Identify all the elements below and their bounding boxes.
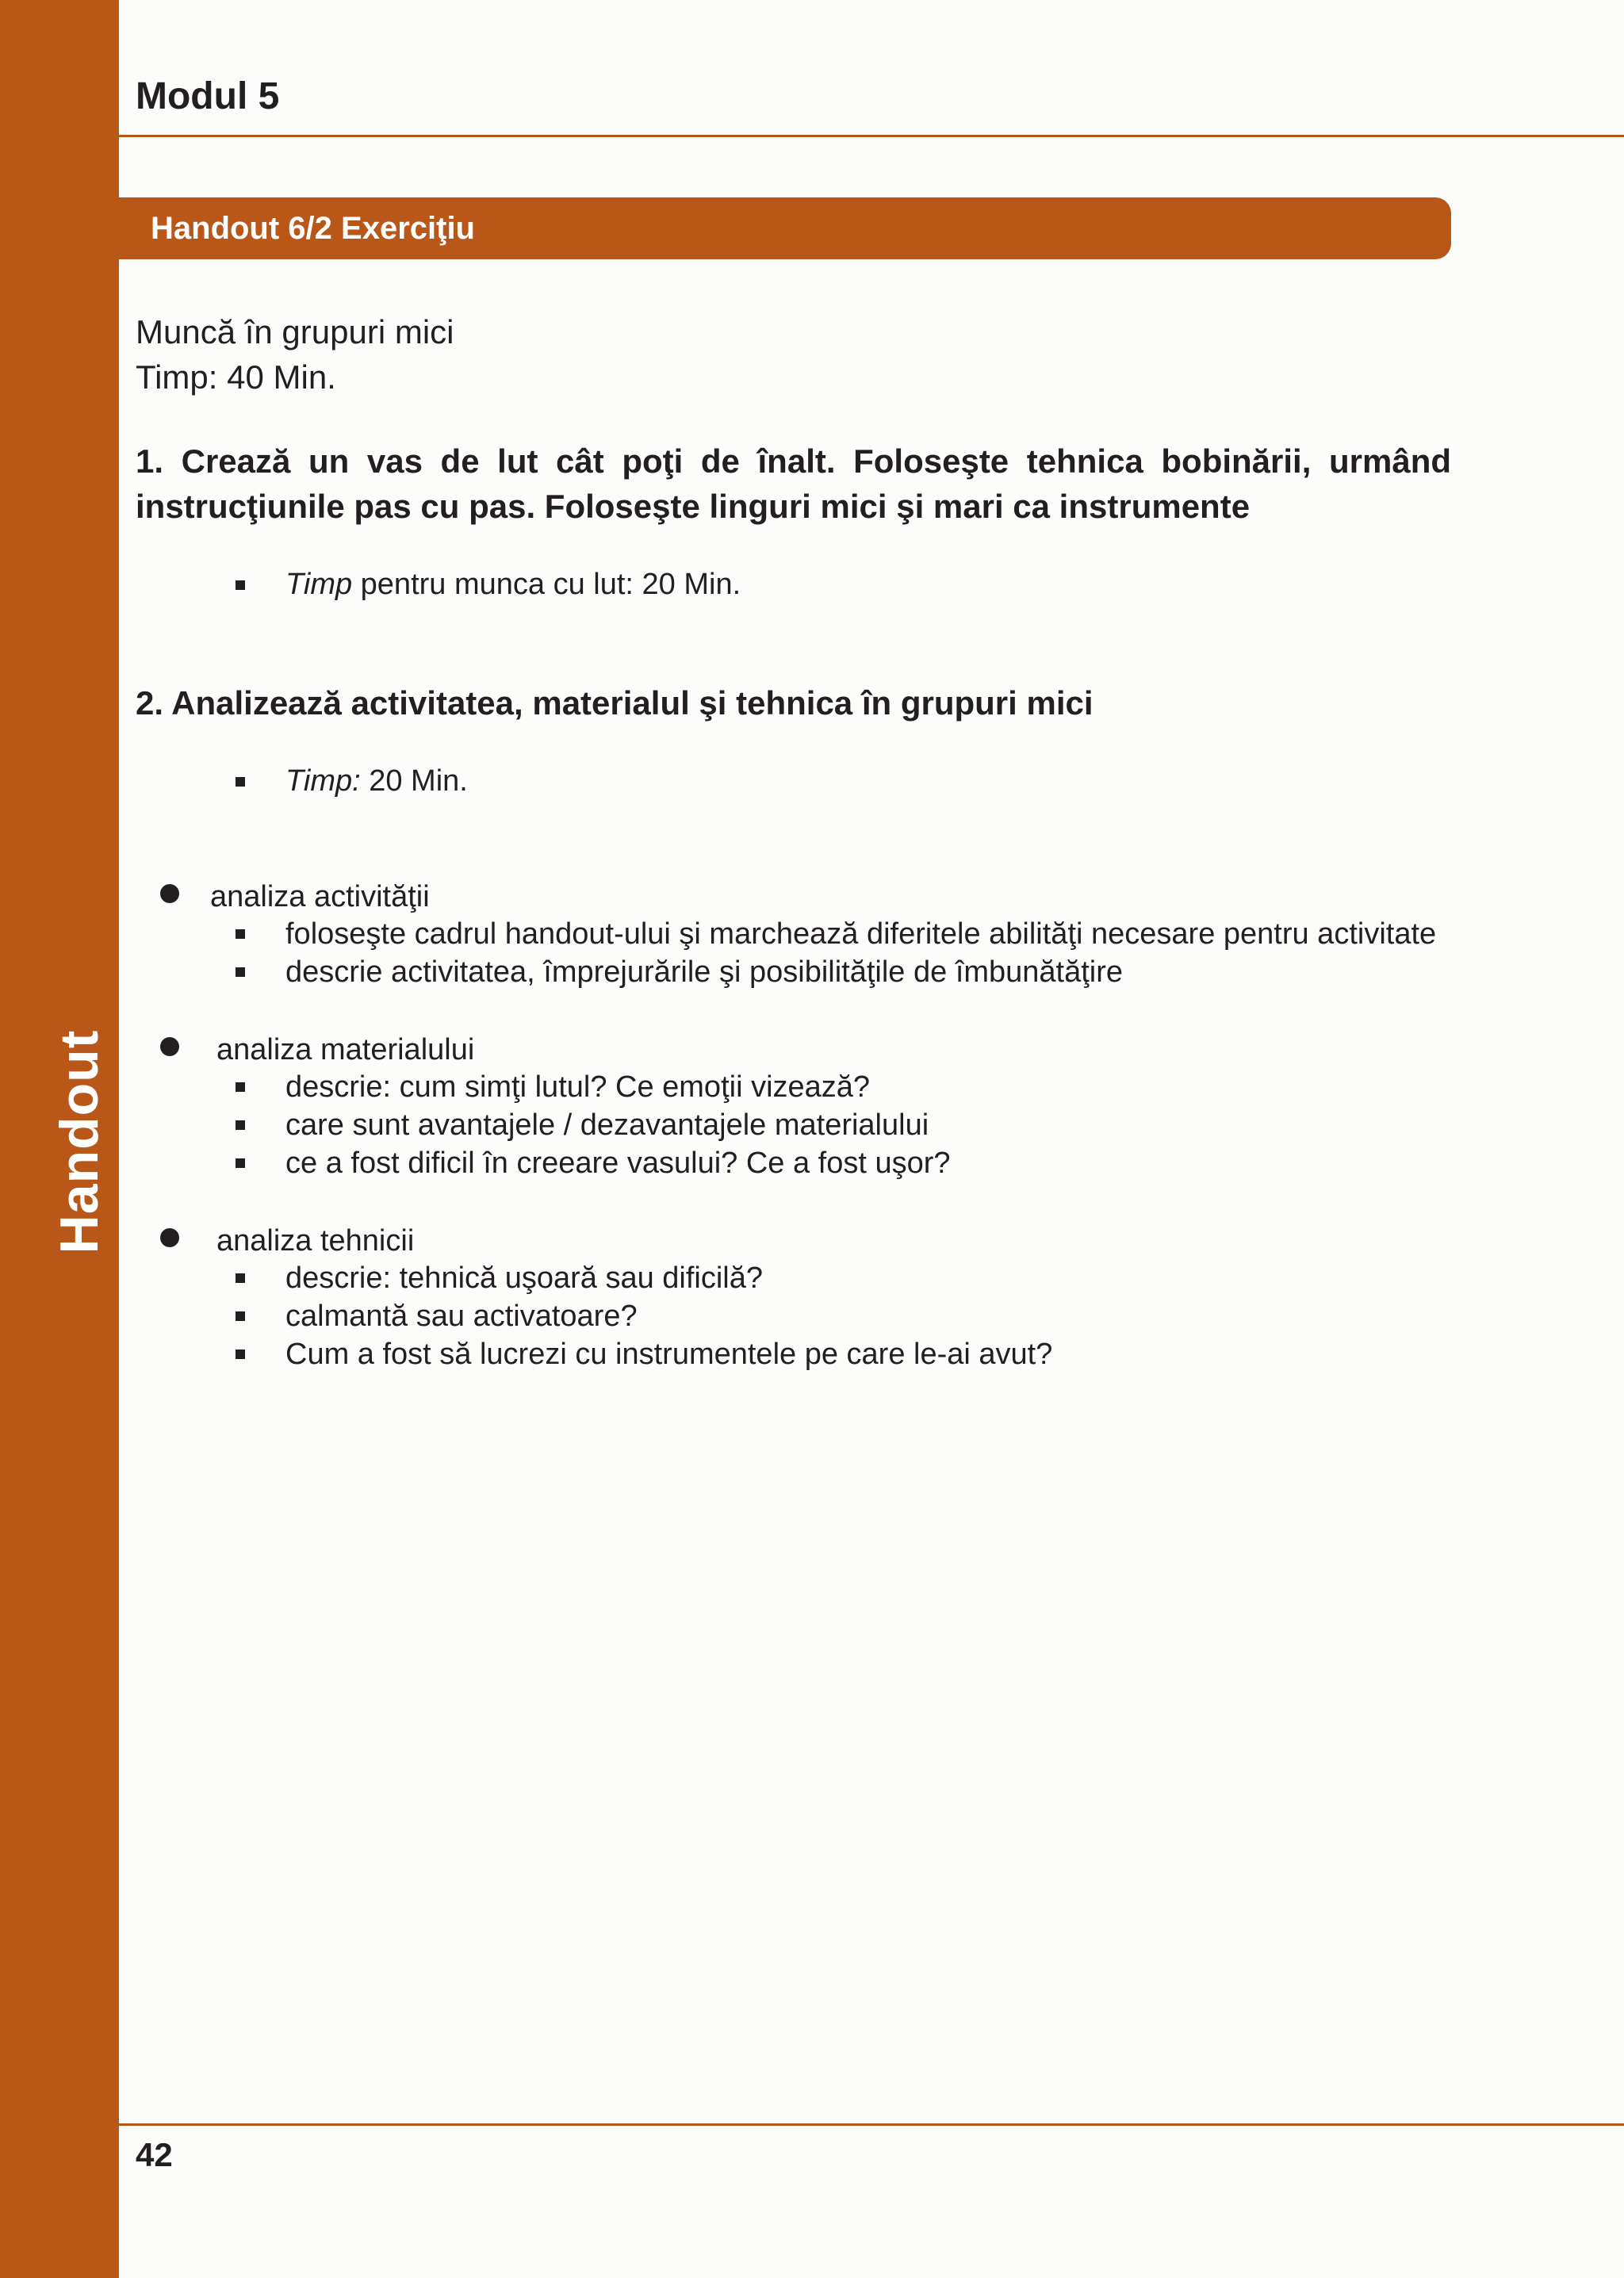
group-item: descrie: tehnică uşoară sau dificilă?	[285, 1262, 764, 1295]
group-item: ce a fost dificil în creeare vasului? Ce a fost uşor?	[285, 1147, 951, 1180]
handout-banner	[119, 197, 1451, 259]
module-title: Modul 5	[136, 75, 280, 117]
square-bullet-icon	[236, 929, 245, 939]
intro-line-2: Timp: 40 Min.	[136, 358, 336, 396]
square-bullet-icon	[236, 1350, 245, 1359]
group-item: care sunt avantajele / dezavantajele materialului	[285, 1108, 929, 1142]
handout-title: Handout 6/2 Exerciţiu	[151, 211, 475, 246]
task-2-bullet	[285, 766, 468, 796]
square-bullet-icon	[236, 967, 245, 977]
sidebar-label-text: Handout	[49, 1029, 109, 1254]
task-1-bullet-em: Timp	[285, 568, 353, 601]
group-item: foloseşte cadrul handout-ului şi marchează diferitele abilităţi necesare pentru activitate	[285, 917, 1437, 951]
square-bullet-icon	[236, 1273, 245, 1283]
header-divider	[119, 135, 1624, 137]
group-item: descrie activitatea, împrejurările şi posibilităţile de îmbunătăţire	[285, 955, 1124, 989]
group-item: calmantă sau activatoare?	[285, 1300, 638, 1333]
square-bullet-icon	[236, 1120, 245, 1130]
square-bullet-icon	[236, 1311, 245, 1321]
task-2-bullet-text: 20 Min.	[360, 764, 468, 798]
group-item: Cum a fost să lucrezi cu instrumentele pe care le-ai avut?	[285, 1338, 1053, 1371]
task-1-bullet-text: pentru munca cu lut: 20 Min.	[352, 568, 741, 601]
round-bullet-icon	[160, 884, 179, 903]
intro-line-1: Muncă în grupuri mici	[136, 313, 454, 350]
group-title: analiza materialului	[216, 1033, 475, 1066]
group-title: analiza tehnicii	[216, 1224, 415, 1258]
task-1-text: 1. Crează un vas de lut cât poţi de înalt. Foloseşte tehnica bobinării, urmând instrucţiunile pas cu pas. Foloseşte linguri mici şi mari ca instrumente	[136, 442, 1451, 525]
square-bullet-icon	[236, 1158, 245, 1168]
task-2-text: 2. Analizează activitatea, materialul şi tehnica în grupuri mici	[136, 684, 1094, 722]
task-1-bullet	[285, 569, 741, 599]
square-bullet-icon	[236, 777, 245, 787]
round-bullet-icon	[160, 1037, 179, 1056]
square-bullet-icon	[236, 580, 245, 590]
group-item: descrie: cum simţi lutul? Ce emoţii vizează?	[285, 1070, 871, 1104]
round-bullet-icon	[160, 1228, 179, 1247]
footer-divider	[119, 2123, 1624, 2126]
page-number: 42	[136, 2136, 173, 2173]
sidebar-label	[40, 1031, 119, 1253]
task-2-bullet-em: Timp:	[285, 764, 361, 798]
square-bullet-icon	[236, 1082, 245, 1092]
group-title: analiza activităţii	[210, 880, 430, 913]
